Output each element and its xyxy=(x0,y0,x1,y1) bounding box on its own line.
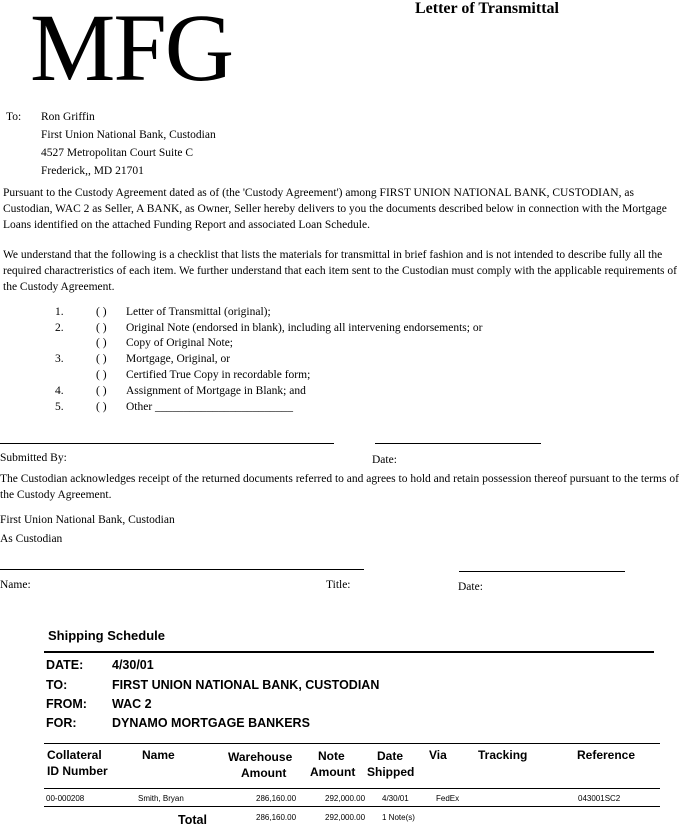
col-note-2: Amount xyxy=(310,765,356,779)
cell-note: 292,000.00 xyxy=(325,794,366,803)
title-label: Title: xyxy=(326,579,351,591)
submitted-signature-line xyxy=(0,443,334,444)
to-line-4: Frederick,, MD 21701 xyxy=(41,165,144,177)
ship-from-label: FROM: xyxy=(46,697,87,711)
checkbox[interactable]: ( ) xyxy=(96,337,107,349)
custodian-line-2: As Custodian xyxy=(0,533,63,545)
ship-for-label: FOR: xyxy=(46,716,77,730)
table-header-rule xyxy=(44,788,660,789)
col-warehouse-2: Amount xyxy=(241,766,287,780)
checklist-num: 4. xyxy=(55,385,64,397)
to-line-3: 4527 Metropolitan Court Suite C xyxy=(41,147,194,159)
checklist-item: Mortgage, Original, or xyxy=(126,353,231,365)
ship-date-label: DATE: xyxy=(46,658,84,672)
col-date: Date xyxy=(377,749,404,763)
col-reference: Reference xyxy=(577,748,636,762)
checklist-item: Assignment of Mortgage in Blank; and xyxy=(126,385,306,397)
total-warehouse: 286,160.00 xyxy=(256,813,297,822)
custodian-date-label: Date: xyxy=(458,581,483,593)
checkbox[interactable]: ( ) xyxy=(96,353,107,365)
col-date-2: Shipped xyxy=(367,765,415,779)
custody-paragraph: Pursuant to the Custody Agreement dated as of (the 'Custody Agreement') among FIRST UNION NATIONAL BANK, CUSTODIAN, as Custodian, WAC 2 as Seller, A BANK, as Owner, Seller hereby delivers to you the documents described below in connection with the Mortgage Loans identified on the attached Funding Report and associated Loan Schedule. xyxy=(3,187,667,231)
checkbox[interactable]: ( ) xyxy=(96,401,107,413)
to-line-2: First Union National Bank, Custodian xyxy=(41,129,216,141)
mfg-logo: MFG xyxy=(30,0,233,101)
checklist-item: Original Note (endorsed in blank), including all intervening endorsements; or xyxy=(126,322,483,334)
col-note: Note xyxy=(318,749,345,763)
checklist-intro-paragraph: We understand that the following is a checklist that lists the materials for transmittal in brief fashion and is not intended to describe fully all the required charactreristics of each item. We further understand that each item sent to the Custodian must comply with the applicable requirements of the Custody Agreement. xyxy=(3,249,677,293)
date-label: Date: xyxy=(372,454,397,466)
to-line-1: Ron Griffin xyxy=(41,111,95,123)
total-note: 292,000.00 xyxy=(325,813,366,822)
checklist-item: Certified True Copy in recordable form; xyxy=(126,369,311,381)
checklist-num: 3. xyxy=(55,353,64,365)
to-label: To: xyxy=(6,111,22,123)
shipping-heading: Shipping Schedule xyxy=(48,628,166,643)
ship-from-value: WAC 2 xyxy=(112,697,152,711)
checklist-num: 1. xyxy=(55,306,64,318)
ship-date-value: 4/30/01 xyxy=(112,658,154,672)
cell-name: Smith, Bryan xyxy=(138,794,184,803)
checklist-item: Letter of Transmittal (original); xyxy=(126,306,271,318)
checklist-item: Copy of Original Note; xyxy=(126,337,233,349)
table-top-rule xyxy=(44,743,660,744)
col-collateral-2: ID Number xyxy=(47,764,108,778)
total-label: Total xyxy=(178,813,207,827)
col-via: Via xyxy=(429,748,447,762)
cell-collateral: 00-000208 xyxy=(46,794,85,803)
total-count: 1 Note(s) xyxy=(382,813,415,822)
ship-to-value: FIRST UNION NATIONAL BANK, CUSTODIAN xyxy=(112,678,380,692)
checklist-item: Other ________________________ xyxy=(126,401,294,413)
table-row-rule xyxy=(44,806,660,807)
cell-warehouse: 286,160.00 xyxy=(256,794,297,803)
col-warehouse: Warehouse xyxy=(228,750,293,764)
custodian-date-line xyxy=(459,571,625,572)
shipping-heading-rule xyxy=(44,651,654,653)
checkbox[interactable]: ( ) xyxy=(96,369,107,381)
checklist-num: 5. xyxy=(55,401,64,413)
submitted-date-line xyxy=(375,443,541,444)
submitted-by-label: Submitted By: xyxy=(0,452,67,464)
checkbox[interactable]: ( ) xyxy=(96,306,107,318)
col-tracking: Tracking xyxy=(478,748,528,762)
page-title: Letter of Transmittal xyxy=(415,0,559,17)
checklist-num: 2. xyxy=(55,322,64,334)
custodian-line-1: First Union National Bank, Custodian xyxy=(0,514,175,526)
cell-via: FedEx xyxy=(436,794,460,803)
col-name: Name xyxy=(142,748,175,762)
cell-reference: 043001SC2 xyxy=(578,794,621,803)
ship-to-label: TO: xyxy=(46,678,68,692)
checkbox[interactable]: ( ) xyxy=(96,322,107,334)
ship-for-value: DYNAMO MORTGAGE BANKERS xyxy=(112,716,310,730)
name-label: Name: xyxy=(0,579,31,591)
col-collateral: Collateral xyxy=(47,748,102,762)
checkbox[interactable]: ( ) xyxy=(96,385,107,397)
cell-date: 4/30/01 xyxy=(382,794,409,803)
name-signature-line xyxy=(0,569,364,570)
acknowledgement-paragraph: The Custodian acknowledges receipt of the returned documents referred to and agrees to hold and retain possession thereof pursuant to the terms of the Custody Agreement. xyxy=(0,473,679,501)
